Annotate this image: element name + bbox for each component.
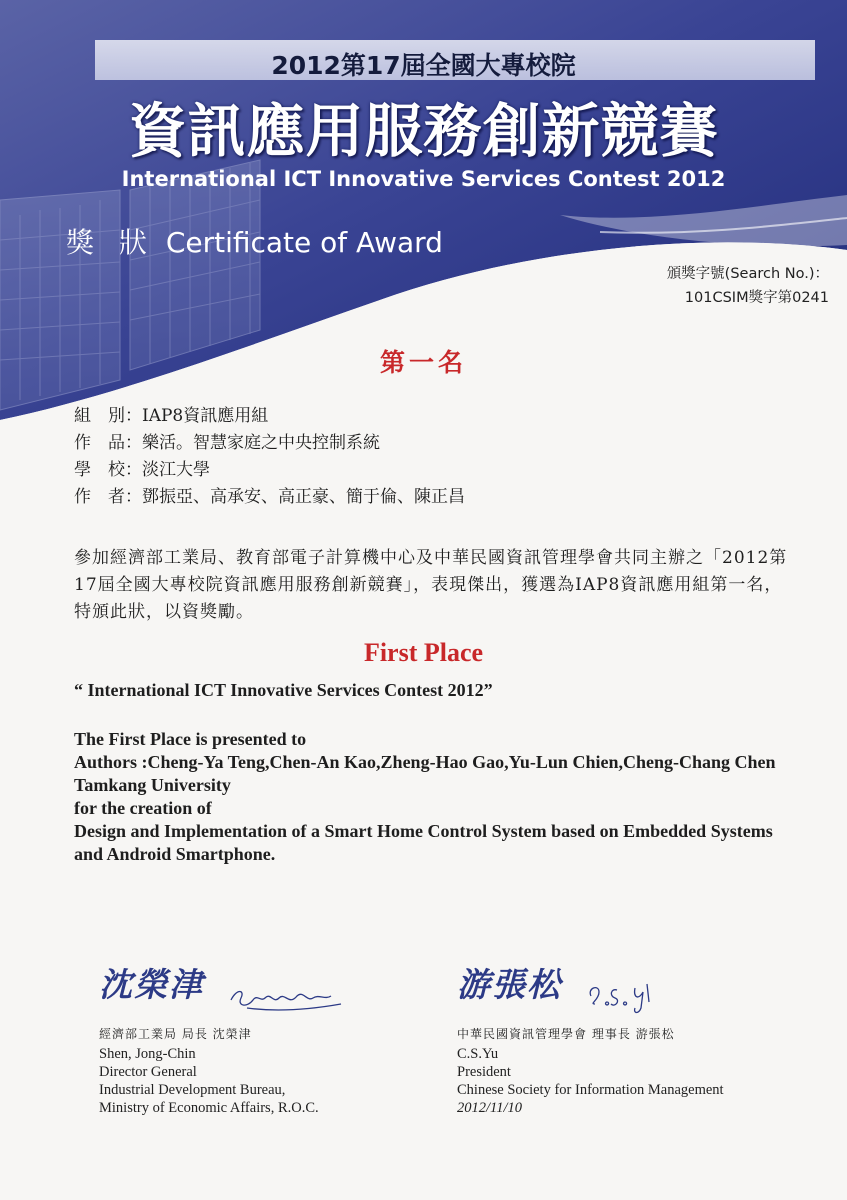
signature-zh: 沈榮津 (99, 965, 204, 1004)
info-value: 樂活。智慧家庭之中央控制系統 (142, 433, 380, 453)
signer-name: Shen, Jong-Chin (99, 1046, 196, 1062)
info-value: IAP8資訊應用組 (142, 406, 269, 426)
search-number (667, 262, 829, 310)
contest-title-en: International ICT Innovative Services Contest 2012 (121, 167, 726, 191)
info-key: 作 者 (74, 487, 125, 507)
award-paragraph: 參加經濟部工業局、教育部電子計算機中心及中華民國資訊管理學會共同主辦之「2012第17屆全國大專校院資訊應用服務創新競賽」，表現傑出，獲選為IAP8資訊應用組第一名，特頒此狀，以資獎勵。 (74, 548, 788, 622)
signature-right (457, 965, 817, 1117)
info-value: 鄧振亞、高承安、高正豪、簡于倫、陳正昌 (142, 487, 465, 507)
signer-org: Industrial Development Bureau, (99, 1082, 286, 1098)
award-date: 2012/11/10 (457, 1100, 522, 1116)
for-line: for the creation of (74, 798, 212, 818)
certificate-heading-zh: 獎 狀 (66, 226, 155, 259)
contest-quote-title: “ International ICT Innovative Services Contest 2012” (74, 680, 493, 700)
contest-title-zh: 資訊應用服務創新競賽 (128, 97, 719, 165)
info-key: 作 品 (74, 433, 125, 453)
handwritten-signature-icon (585, 978, 665, 1018)
info-row-category: 組 別：IAP8資訊應用組 (74, 406, 269, 426)
search-number-label: 頒獎字號(Search No.)： (666, 266, 829, 282)
authors-line: Authors :Cheng-Ya Teng,Chen-An Kao,Zheng-Hao Gao,Yu-Lun Chien,Cheng-Chang Chen (74, 752, 776, 772)
signature-left-art (99, 965, 419, 1025)
place-en: First Place (363, 638, 484, 667)
place-zh: 第一名 (379, 348, 467, 377)
signature-left (99, 965, 419, 1117)
info-key: 組 別 (74, 406, 125, 426)
info-row-school: 學 校：淡江大學 (74, 460, 210, 480)
presented-line: The First Place is presented to (74, 729, 307, 749)
signer-org: Chinese Society for Information Management (457, 1082, 724, 1098)
header-line1: 2012第17屆全國大專校院 (271, 51, 576, 80)
info-row-authors: 作 者：鄧振亞、高承安、高正豪、簡于倫、陳正昌 (74, 487, 465, 507)
signature-right-art (457, 965, 817, 1025)
signer-name: C.S.Yu (457, 1046, 499, 1062)
info-key: 學 校 (74, 460, 125, 480)
award-info (74, 403, 465, 511)
info-value: 淡江大學 (142, 460, 210, 480)
signer-title: President (457, 1064, 511, 1080)
university-line: Tamkang University (74, 775, 231, 795)
signature-zh: 游張松 (457, 965, 562, 1004)
signature-caption-zh: 經濟部工業局 局長 沈榮津 (99, 1027, 252, 1041)
project-line: Design and Implementation of a Smart Home Control System based on Embedded Systems and Android Smartphone. (74, 821, 778, 864)
signer-org: Ministry of Economic Affairs, R.O.C. (99, 1100, 319, 1116)
search-number-value: 101CSIM獎字第0241 (684, 290, 829, 306)
certificate-heading-en: Certificate of Award (165, 226, 443, 259)
presented-block (74, 728, 794, 866)
signer-title: Director General (99, 1064, 197, 1080)
info-row-work: 作 品：樂活。智慧家庭之中央控制系統 (74, 433, 380, 453)
signature-caption-zh: 中華民國資訊管理學會 理事長 游張松 (457, 1027, 675, 1041)
handwritten-signature-icon (227, 978, 347, 1018)
certificate-heading (66, 221, 443, 261)
